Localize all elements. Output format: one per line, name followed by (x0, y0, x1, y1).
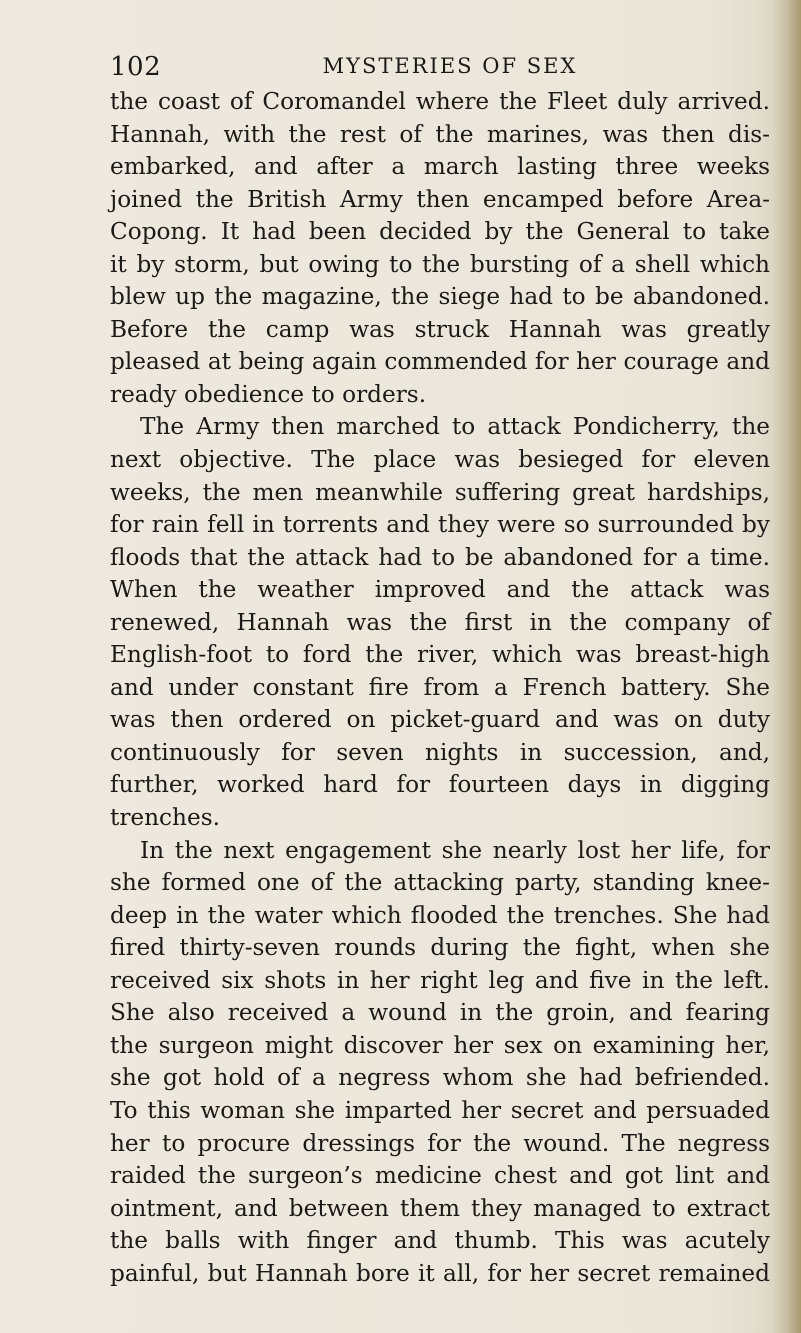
text-line: Before the camp was struck Hannah was greatly (110, 315, 770, 343)
text-line: ready obedience to orders. (110, 380, 427, 408)
text-line: weeks, the men meanwhile suffering great hardships, (110, 478, 770, 506)
text-line: raided the surgeon’s medicine chest and got lint and (110, 1162, 770, 1190)
text-line: When the weather improved and the attack was (110, 576, 770, 604)
text-line: painful, but Hannah bore it all, for her secret remained (110, 1259, 770, 1287)
text-line: continuously for seven nights in succession, and, (110, 738, 770, 766)
text-line: In the next engagement she nearly lost her life, for (140, 836, 770, 864)
running-head: MYSTERIES OF SEX (322, 54, 578, 78)
text-line: further, worked hard for fourteen days in digging (110, 771, 770, 799)
text-line: blew up the magazine, the siege had to be abandoned. (110, 283, 770, 311)
text-line: The Army then marched to attack Pondicherry, the (140, 413, 770, 441)
page-number: 102 (110, 52, 162, 82)
text-line: she got hold of a negress whom she had befriended. (110, 1064, 770, 1092)
text-line: English-foot to ford the river, which was breast-high (110, 641, 770, 669)
text-line: ointment, and between them they managed to extract (110, 1194, 770, 1222)
text-line: To this woman she imparted her secret and persuaded (110, 1096, 770, 1124)
text-line: it by storm, but owing to the bursting of a shell which (110, 250, 770, 278)
text-line: Copong. It had been decided by the General to take (110, 218, 770, 246)
text-line: joined the British Army then encamped before Area- (110, 185, 770, 213)
text-line: for rain fell in torrents and they were so surrounded by (110, 511, 770, 539)
text-line: deep in the water which flooded the trenches. She had (110, 901, 770, 929)
body-text (110, 86, 770, 1290)
text-line: Hannah, with the rest of the marines, was then dis- (110, 120, 770, 148)
text-line: was then ordered on picket-guard and was on duty (110, 706, 770, 734)
text-line: fired thirty-seven rounds during the fight, when she (110, 934, 770, 962)
text-line: the surgeon might discover her sex on examining her, (110, 1031, 770, 1059)
text-line: the balls with finger and thumb. This was acutely (110, 1227, 770, 1255)
text-line: her to procure dressings for the wound. The negress (110, 1129, 770, 1157)
text-line: she formed one of the attacking party, standing knee- (110, 869, 770, 897)
text-line: the coast of Coromandel where the Fleet duly arrived. (110, 88, 770, 115)
text-line: embarked, and after a march lasting three weeks (110, 153, 770, 181)
text-line: and under constant fire from a French battery. She (110, 673, 770, 701)
text-line: next objective. The place was besieged for eleven (110, 446, 770, 474)
text-line: renewed, Hannah was the first in the company of (110, 608, 770, 636)
text-line: received six shots in her right leg and five in the left. (110, 966, 770, 994)
text-line: She also received a wound in the groin, and fearing (110, 999, 770, 1027)
text-line: pleased at being again commended for her courage and (110, 348, 770, 376)
text-line: floods that the attack had to be abandoned for a time. (110, 543, 770, 571)
page-edge-shadow (773, 0, 801, 1333)
text-line: trenches. (110, 804, 220, 832)
